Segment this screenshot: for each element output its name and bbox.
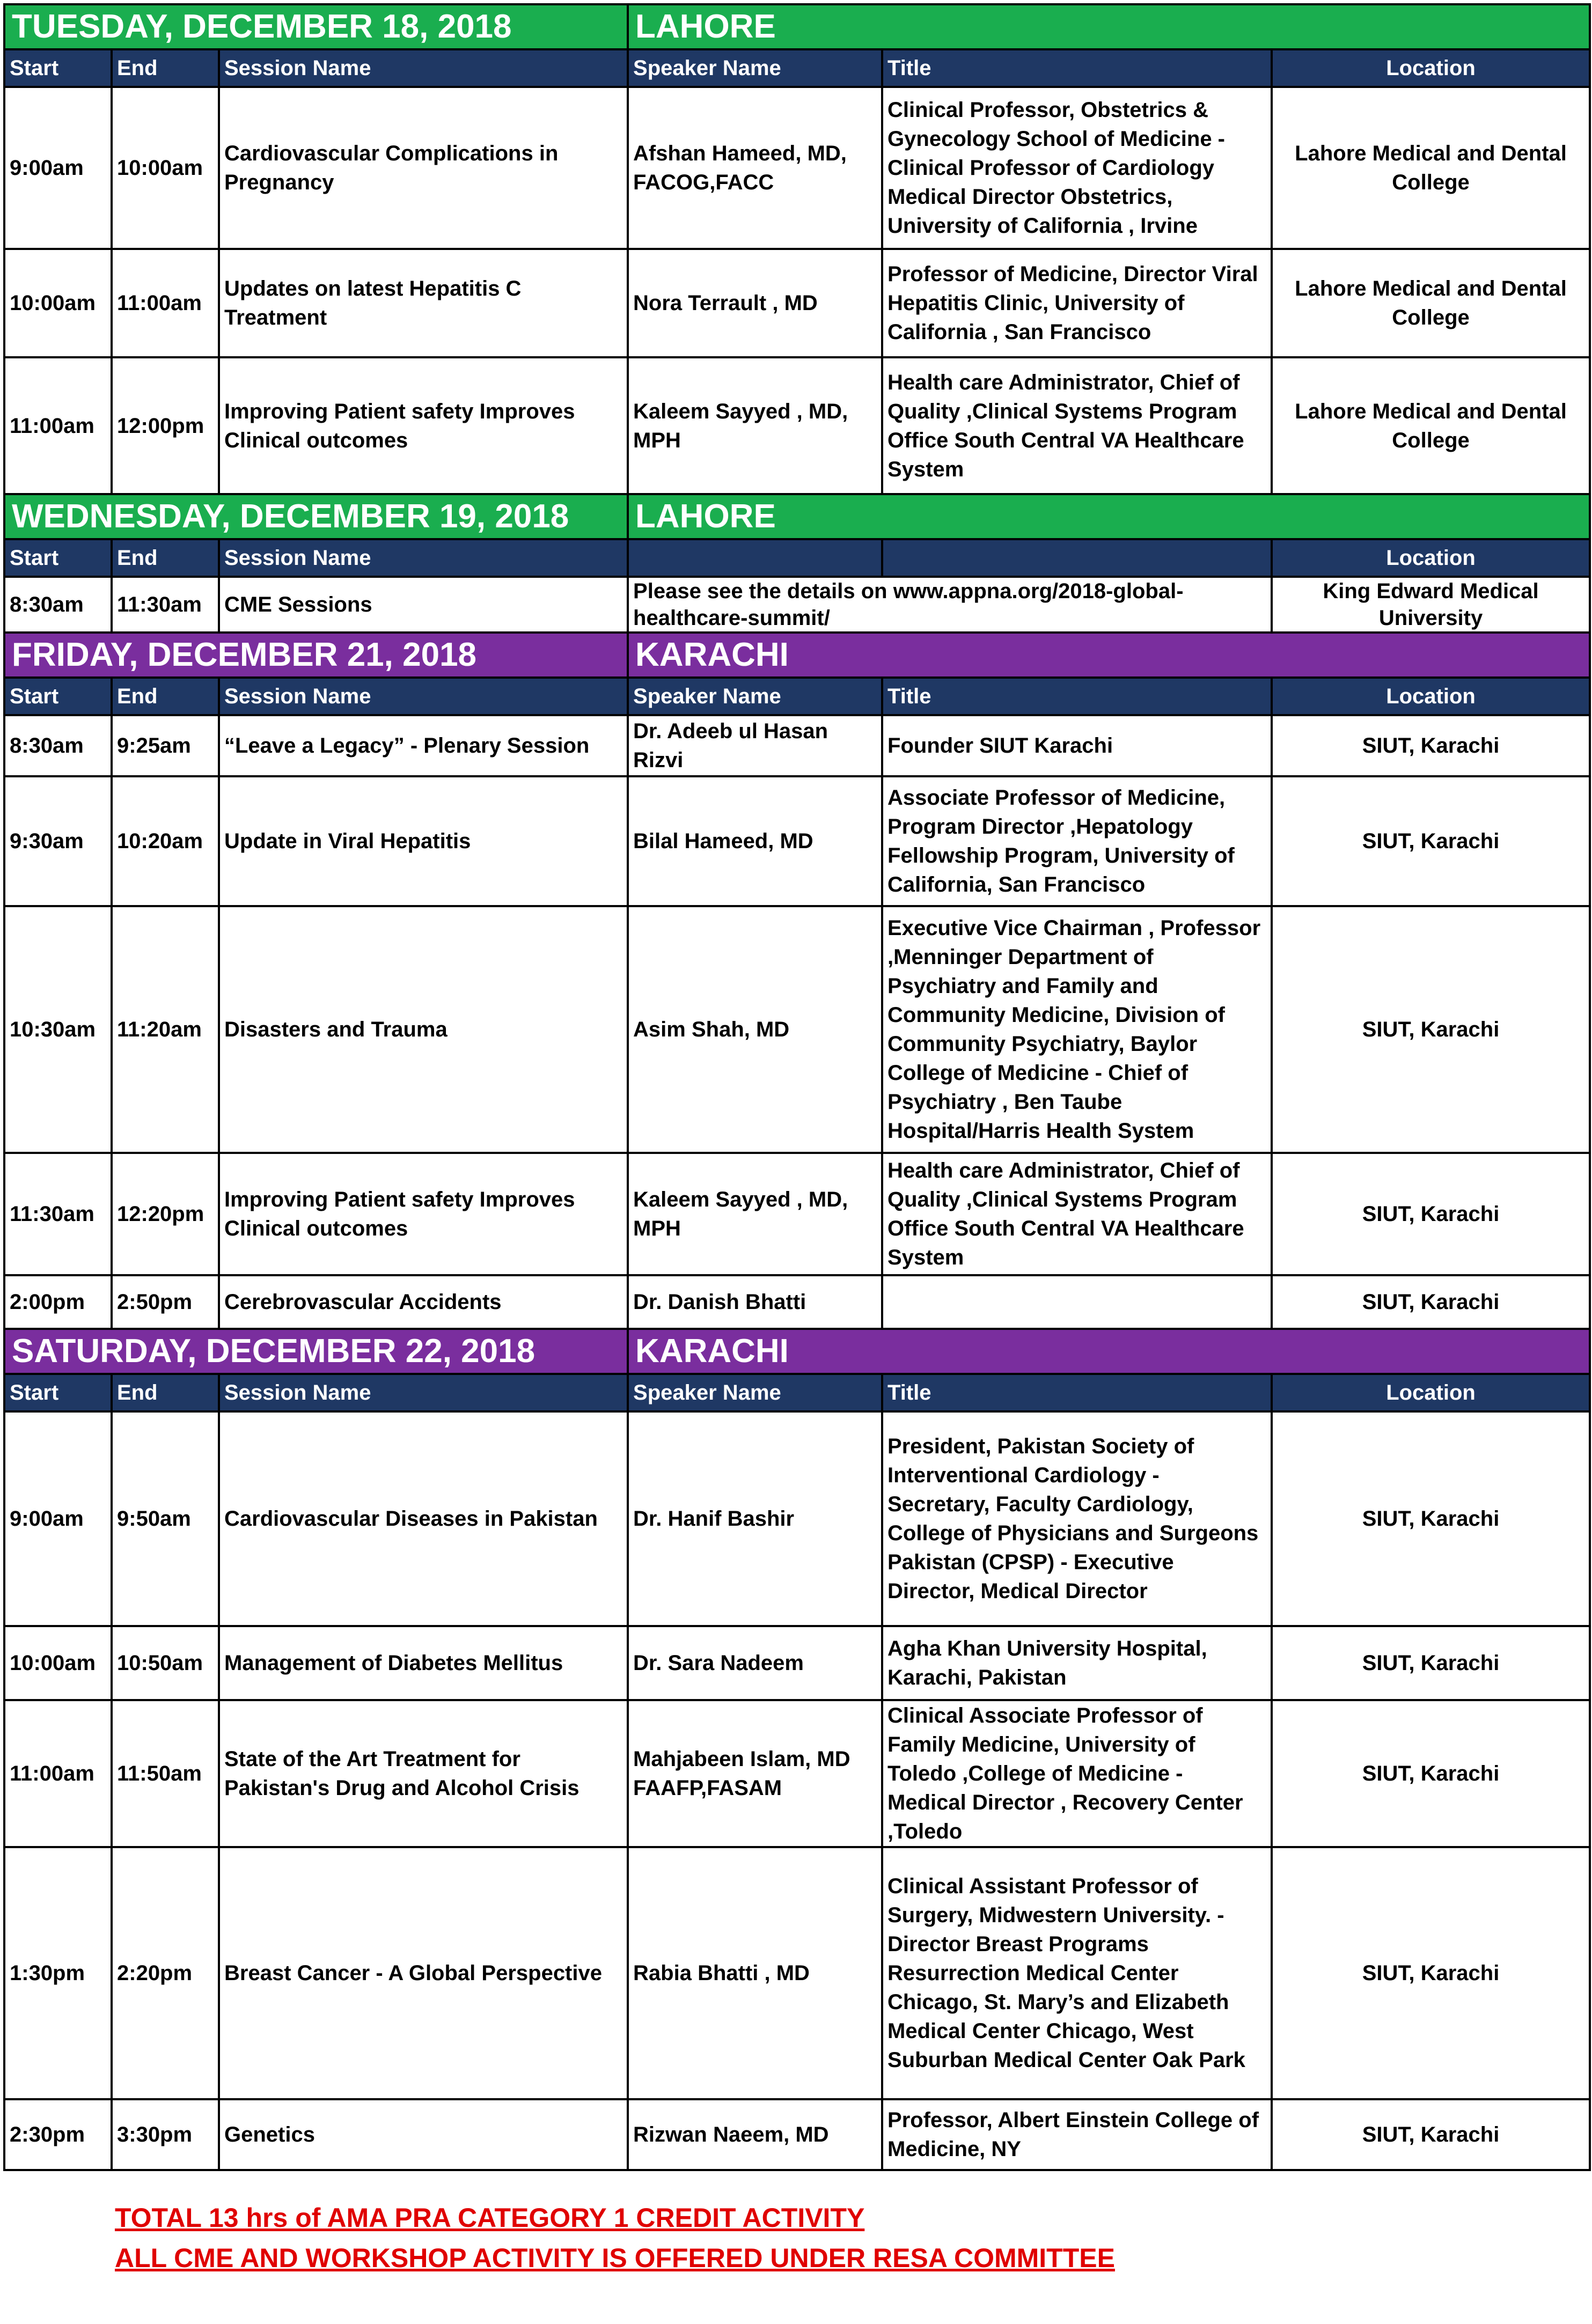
table-row [4, 1411, 1590, 1626]
start-time: 9:30am [4, 776, 112, 906]
location: Lahore Medical and Dental College [1272, 357, 1590, 494]
day-date: WEDNESDAY, DECEMBER 19, 2018 [4, 494, 628, 539]
speaker-title: Executive Vice Chairman , Professor ,Menninger Department of Psychiatry and Family and Community Medicine, Division of Community Psychiatry, Baylor College of Medicine - Chief of Psychiatry , Ben Taube Hospital/Harris Health System [882, 906, 1272, 1153]
session-name: State of the Art Treatment for Pakistan's Drug and Alcohol Crisis [219, 1700, 628, 1847]
col-speaker: Speaker Name [628, 1374, 882, 1411]
table-row [4, 1847, 1590, 2099]
col-session: Session Name [219, 539, 628, 577]
col-location: Location [1272, 1374, 1590, 1411]
speaker-name: Bilal Hameed, MD [628, 776, 882, 906]
speaker-name: Rabia Bhatti , MD [628, 1847, 882, 2099]
location: SIUT, Karachi [1272, 2099, 1590, 2170]
start-time: 10:30am [4, 906, 112, 1153]
end-time: 10:20am [112, 776, 219, 906]
start-time: 11:30am [4, 1153, 112, 1275]
location: SIUT, Karachi [1272, 1275, 1590, 1329]
speaker-title: Health care Administrator, Chief of Quality ,Clinical Systems Program Office South Central VA Healthcare System [882, 1153, 1272, 1275]
end-time: 2:20pm [112, 1847, 219, 2099]
session-name: Cardiovascular Complications in Pregnancy [219, 87, 628, 249]
column-header-row [4, 678, 1590, 715]
session-name: Management of Diabetes Mellitus [219, 1626, 628, 1700]
table-row [4, 1275, 1590, 1329]
day-date: SATURDAY, DECEMBER 22, 2018 [4, 1329, 628, 1374]
speaker-title: Clinical Associate Professor of Family Medicine, University of Toledo ,College of Medicine - Medical Director , Recovery Center ,Toledo [882, 1700, 1272, 1847]
table-row [4, 1626, 1590, 1700]
location: SIUT, Karachi [1272, 715, 1590, 776]
speaker-title: Health care Administrator, Chief of Quality ,Clinical Systems Program Office South Central VA Healthcare System [882, 357, 1272, 494]
speaker-title: Clinical Professor, Obstetrics & Gynecology School of Medicine - Clinical Professor of Cardiology Medical Director Obstetrics, University of California , Irvine [882, 87, 1272, 249]
end-time: 9:25am [112, 715, 219, 776]
speaker-title: Professor, Albert Einstein College of Medicine, NY [882, 2099, 1272, 2170]
end-time: 10:00am [112, 87, 219, 249]
speaker-name: Dr. Danish Bhatti [628, 1275, 882, 1329]
session-name: Cerebrovascular Accidents [219, 1275, 628, 1329]
location: SIUT, Karachi [1272, 1847, 1590, 2099]
location: SIUT, Karachi [1272, 776, 1590, 906]
speaker-name: Dr. Hanif Bashir [628, 1411, 882, 1626]
col-end: End [112, 49, 219, 87]
column-header-row [4, 49, 1590, 87]
col-start: Start [4, 1374, 112, 1411]
col-session: Session Name [219, 678, 628, 715]
speaker-name: Mahjabeen Islam, MD FAAFP,FASAM [628, 1700, 882, 1847]
session-name: Improving Patient safety Improves Clinical outcomes [219, 357, 628, 494]
column-header-row [4, 539, 1590, 577]
session-name: Genetics [219, 2099, 628, 2170]
speaker-name: Dr. Adeeb ul Hasan Rizvi [628, 715, 882, 776]
end-time: 12:20pm [112, 1153, 219, 1275]
col-title: Title [882, 678, 1272, 715]
table-row [4, 357, 1590, 494]
session-name: Disasters and Trauma [219, 906, 628, 1153]
end-time: 9:50am [112, 1411, 219, 1626]
col-end: End [112, 678, 219, 715]
start-time: 2:00pm [4, 1275, 112, 1329]
empty-header-cell [882, 539, 1272, 577]
table-row [4, 1700, 1590, 1847]
start-time: 11:00am [4, 1700, 112, 1847]
credit-note: TOTAL 13 hrs of AMA PRA CATEGORY 1 CREDIT ACTIVITY [115, 2203, 865, 2233]
speaker-name: Kaleem Sayyed , MD, MPH [628, 357, 882, 494]
session-name: Updates on latest Hepatitis C Treatment [219, 249, 628, 357]
col-end: End [112, 1374, 219, 1411]
table-row [4, 1153, 1590, 1275]
col-session: Session Name [219, 49, 628, 87]
table-row [4, 715, 1590, 776]
session-name: “Leave a Legacy” - Plenary Session [219, 715, 628, 776]
start-time: 10:00am [4, 1626, 112, 1700]
col-title: Title [882, 1374, 1272, 1411]
day-date: TUESDAY, DECEMBER 18, 2018 [4, 4, 628, 49]
column-header-row [4, 1374, 1590, 1411]
location: SIUT, Karachi [1272, 1411, 1590, 1626]
speaker-name: Nora Terrault , MD [628, 249, 882, 357]
location: SIUT, Karachi [1272, 1626, 1590, 1700]
empty-header-cell [628, 539, 882, 577]
start-time: 9:00am [4, 87, 112, 249]
col-end: End [112, 539, 219, 577]
day-date: FRIDAY, DECEMBER 21, 2018 [4, 633, 628, 678]
col-title: Title [882, 49, 1272, 87]
end-time: 3:30pm [112, 2099, 219, 2170]
schedule-table [3, 3, 1591, 2171]
details-note: Please see the details on www.appna.org/2018-global-healthcare-summit/ [628, 577, 1272, 633]
session-name: Update in Viral Hepatitis [219, 776, 628, 906]
end-time: 10:50am [112, 1626, 219, 1700]
table-row [4, 87, 1590, 249]
end-time: 11:50am [112, 1700, 219, 1847]
end-time: 11:00am [112, 249, 219, 357]
col-location: Location [1272, 678, 1590, 715]
speaker-name: Rizwan Naeem, MD [628, 2099, 882, 2170]
start-time: 2:30pm [4, 2099, 112, 2170]
speaker-title [882, 1275, 1272, 1329]
start-time: 10:00am [4, 249, 112, 357]
col-start: Start [4, 49, 112, 87]
speaker-title: Associate Professor of Medicine, Program Director ,Hepatology Fellowship Program, University of California, San Francisco [882, 776, 1272, 906]
table-row [4, 776, 1590, 906]
table-row [4, 577, 1590, 633]
day-header-row [4, 633, 1590, 678]
end-time: 12:00pm [112, 357, 219, 494]
session-name: Improving Patient safety Improves Clinical outcomes [219, 1153, 628, 1275]
speaker-title: Agha Khan University Hospital, Karachi, Pakistan [882, 1626, 1272, 1700]
session-name: Breast Cancer - A Global Perspective [219, 1847, 628, 2099]
day-city: KARACHI [628, 1329, 1590, 1374]
location: Lahore Medical and Dental College [1272, 87, 1590, 249]
day-city: LAHORE [628, 494, 1590, 539]
col-session: Session Name [219, 1374, 628, 1411]
speaker-name: Afshan Hameed, MD, FACOG,FACC [628, 87, 882, 249]
location: Lahore Medical and Dental College [1272, 249, 1590, 357]
day-header-row [4, 1329, 1590, 1374]
location: SIUT, Karachi [1272, 1153, 1590, 1275]
day-city: LAHORE [628, 4, 1590, 49]
day-city: KARACHI [628, 633, 1590, 678]
col-location: Location [1272, 539, 1590, 577]
col-location: Location [1272, 49, 1590, 87]
start-time: 9:00am [4, 1411, 112, 1626]
location: SIUT, Karachi [1272, 1700, 1590, 1847]
col-start: Start [4, 678, 112, 715]
table-row [4, 249, 1590, 357]
speaker-title: Clinical Assistant Professor of Surgery, Midwestern University. - Director Breast Programs Resurrection Medical Center Chicago, St. Mary’s and Elizabeth Medical Center Chicago, West Suburban Medical Center Oak Park [882, 1847, 1272, 2099]
speaker-title: President, Pakistan Society of Interventional Cardiology - Secretary, Faculty Cardiology, College of Physicians and Surgeons Pakistan (CPSP) - Executive Director, Medical Director [882, 1411, 1272, 1626]
session-name: CME Sessions [219, 577, 628, 633]
table-row [4, 2099, 1590, 2170]
speaker-name: Asim Shah, MD [628, 906, 882, 1153]
committee-note: ALL CME AND WORKSHOP ACTIVITY IS OFFERED UNDER RESA COMMITTEE [115, 2243, 1115, 2273]
start-time: 8:30am [4, 577, 112, 633]
col-speaker: Speaker Name [628, 678, 882, 715]
day-header-row [4, 494, 1590, 539]
session-name: Cardiovascular Diseases in Pakistan [219, 1411, 628, 1626]
location: King Edward Medical University [1272, 577, 1590, 633]
speaker-title: Professor of Medicine, Director Viral Hepatitis Clinic, University of California , San Francisco [882, 249, 1272, 357]
location: SIUT, Karachi [1272, 906, 1590, 1153]
end-time: 2:50pm [112, 1275, 219, 1329]
start-time: 1:30pm [4, 1847, 112, 2099]
speaker-name: Kaleem Sayyed , MD, MPH [628, 1153, 882, 1275]
speaker-name: Dr. Sara Nadeem [628, 1626, 882, 1700]
table-row [4, 906, 1590, 1153]
start-time: 11:00am [4, 357, 112, 494]
end-time: 11:20am [112, 906, 219, 1153]
day-header-row [4, 4, 1590, 49]
start-time: 8:30am [4, 715, 112, 776]
col-speaker: Speaker Name [628, 49, 882, 87]
speaker-title: Founder SIUT Karachi [882, 715, 1272, 776]
col-start: Start [4, 539, 112, 577]
end-time: 11:30am [112, 577, 219, 633]
